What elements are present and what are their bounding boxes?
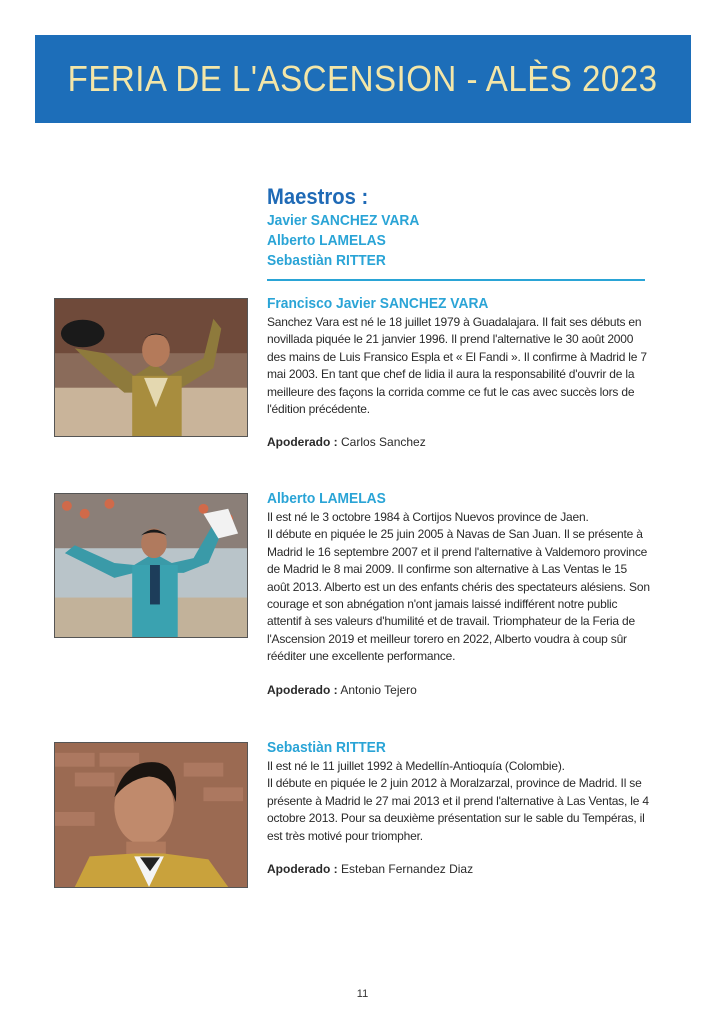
apoderado-label: Apoderado : (267, 682, 338, 697)
maestro-name: Alberto LAMELAS (267, 232, 386, 249)
torero-name: Francisco Javier SANCHEZ VARA (267, 295, 489, 312)
maestro-name: Javier SANCHEZ VARA (267, 212, 420, 229)
divider (267, 279, 645, 281)
torero-bio (267, 758, 652, 845)
torero-photo-lamelas (54, 493, 248, 638)
torero-entry (267, 294, 652, 451)
torero-bio (267, 314, 652, 418)
torero-name: Alberto LAMELAS (267, 490, 386, 507)
page-title: FERIA DE L'ASCENSION - ALÈS 2023 (68, 58, 658, 99)
bio-paragraph: Il débute en piquée le 25 juin 2005 à Navas de San Juan. Il se présente à Madrid le 16 septembre 2007 et il prend l'alternative à Valdemoro province de Madrid le 8 mai 2009. Il confirme son alternative à Las Ventas le 15 août 2013. Alberto est un des enfants chéris des spectateurs alésiens. Son courage et son abnégation n'ont jamais laissé indifférent notre public attentif à ses valeurs d'humilité et de travail. Triomphateur de la Feria de l'Ascension 2019 et meilleur torero en 2022, Alberto voudra à coup sûr rééditer une excellente performance. (267, 527, 650, 664)
torero-entry (267, 489, 652, 699)
bio-paragraph: Il est né le 11 juillet 1992 à Medellín-Antioquía (Colombie). (267, 759, 565, 773)
apoderado-value: Carlos Sanchez (341, 435, 426, 450)
apoderado-value: Antonio Tejero (340, 682, 417, 697)
page-number: 11 (356, 988, 369, 1000)
maestros-block (267, 183, 645, 281)
header-banner (35, 35, 691, 123)
apoderado (267, 434, 652, 451)
maestros-title: Maestros : (267, 184, 369, 209)
apoderado (267, 861, 652, 878)
torero-photo-sanchez-vara (54, 298, 248, 437)
apoderado-value: Esteban Fernandez Diaz (341, 862, 474, 877)
torero-entry (267, 738, 652, 878)
bio-paragraph: Sanchez Vara est né le 18 juillet 1979 à Guadalajara. Il fait ses débuts en novillada piquée le 21 janvier 1996. Il prend l'alternative le 30 août 2000 des mains de Luis Fransico Espla et « El Fandi ». Il confirme à Madrid le 7 mai 2003. En tant que chef de lidia il aura la responsabilité d'ouvrir de la meilleure des façons la corrida comme ce fut le cas avec succès lors de l'édition précédente. (267, 315, 647, 417)
apoderado-label: Apoderado : (267, 435, 338, 450)
torero-photo-ritter (54, 742, 248, 888)
bio-paragraph: Il débute en piquée le 2 juin 2012 à Moralzarzal, province de Madrid. Il se présente à Madrid le 27 mai 2013 et il prend l'alternative à Las Ventas, le 4 octobre 2013. Pour sa deuxième présentation sur le sable du Tempéras, il est très motivé pour triompher. (267, 776, 649, 843)
torero-name: Sebastiàn RITTER (267, 739, 386, 756)
apoderado-label: Apoderado : (267, 862, 338, 877)
maestro-name: Sebastiàn RITTER (267, 252, 386, 269)
torero-bio (267, 509, 652, 666)
apoderado (267, 682, 652, 699)
bio-paragraph: Il est né le 3 octobre 1984 à Cortijos Nuevos province de Jaen. (267, 510, 589, 524)
